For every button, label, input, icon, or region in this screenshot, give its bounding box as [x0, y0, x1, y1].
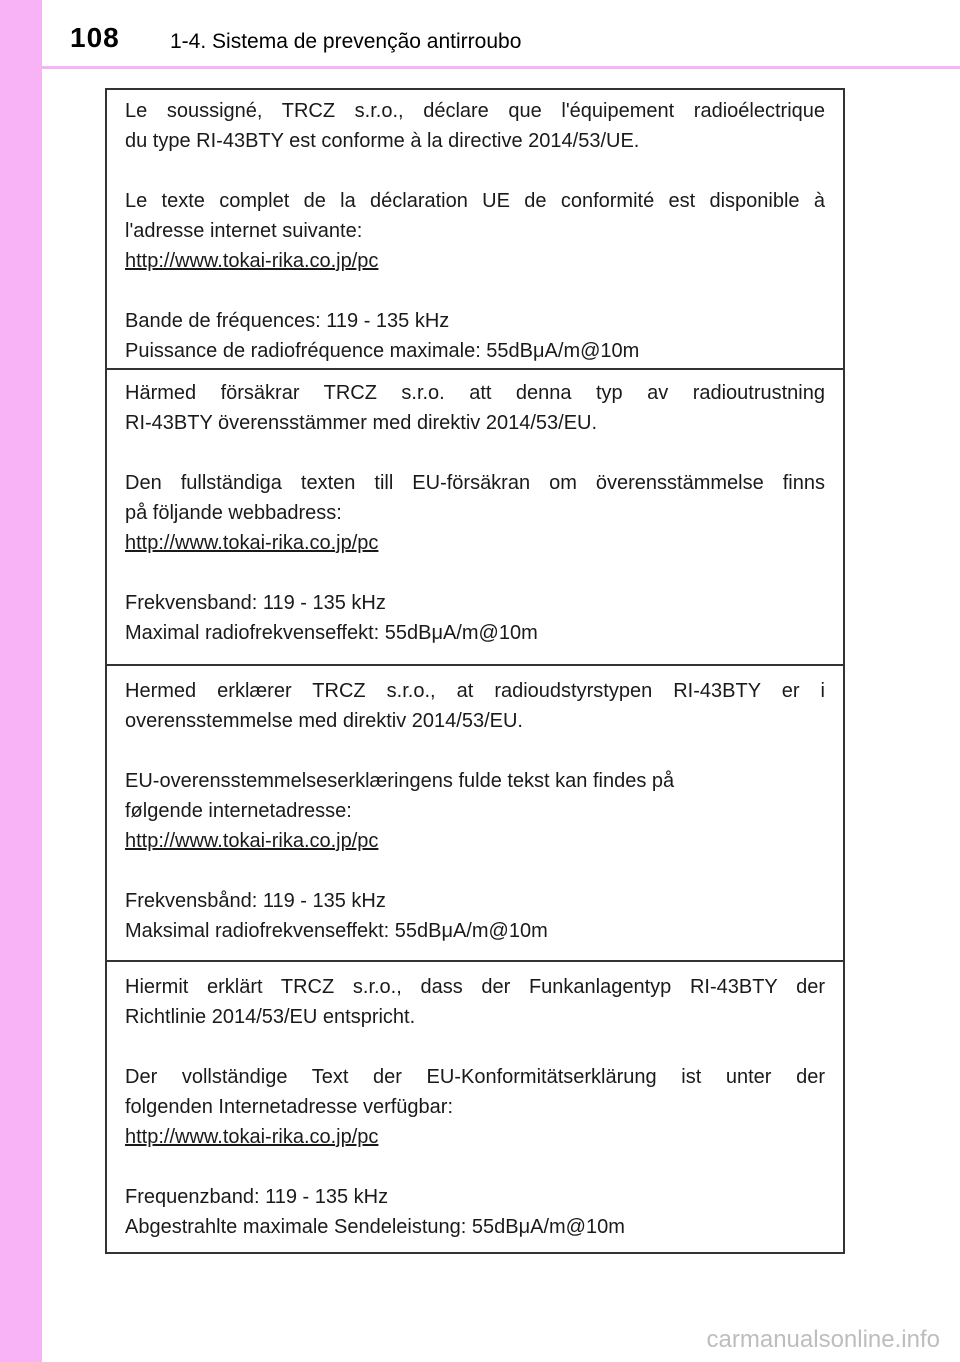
declaration-url-link[interactable]: http://www.tokai-rika.co.jp/pc [125, 250, 379, 272]
watermark-text: carmanualsonline.info [706, 1326, 940, 1353]
header-divider [42, 66, 960, 69]
availability-line: EU-overensstemmelseserklæringens fulde tekst kan findes på [125, 770, 675, 792]
declaration-swedish [107, 368, 843, 664]
availability-line: følgende internetadresse: [125, 800, 352, 822]
availability-line: Den fullständiga texten till EU-försäkran om överensstämmelse finns [125, 472, 825, 494]
declaration-url-link[interactable]: http://www.tokai-rika.co.jp/pc [125, 830, 379, 852]
availability-line: Le texte complet de la déclaration UE de conformité est disponible à [125, 190, 825, 212]
availability-line: på följande webbadress: [125, 502, 342, 524]
max-power: Puissance de radiofréquence maximale: 55dBμA/m@10m [125, 340, 640, 362]
declaration-url-link[interactable]: http://www.tokai-rika.co.jp/pc [125, 532, 379, 554]
statement-line: Härmed försäkrar TRCZ s.r.o. att denna typ av radioutrustning [125, 382, 825, 404]
statement-line: Hermed erklærer TRCZ s.r.o., at radioudstyrstypen RI-43BTY er i [125, 680, 825, 702]
frequency-band: Frekvensbånd: 119 - 135 kHz [125, 890, 386, 912]
statement-line: Le soussigné, TRCZ s.r.o., déclare que l'équipement radioélectrique [125, 100, 825, 122]
statement-line: overensstemmelse med direktiv 2014/53/EU. [125, 710, 523, 732]
declaration-url-link[interactable]: http://www.tokai-rika.co.jp/pc [125, 1126, 379, 1148]
page-number: 108 [70, 22, 120, 53]
max-power: Abgestrahlte maximale Sendeleistung: 55dBμA/m@10m [125, 1216, 625, 1238]
declaration-german [107, 960, 843, 1252]
availability-line: l'adresse internet suivante: [125, 220, 363, 242]
statement-line: RI-43BTY överensstämmer med direktiv 2014/53/EU. [125, 412, 598, 434]
max-power: Maksimal radiofrekvenseffekt: 55dBμA/m@10m [125, 920, 548, 942]
page-header [0, 0, 960, 64]
section-title: 1-4. Sistema de prevenção antirroubo [170, 30, 522, 53]
frequency-band: Frequenzband: 119 - 135 kHz [125, 1186, 389, 1208]
frequency-band: Bande de fréquences: 119 - 135 kHz [125, 310, 450, 332]
availability-line: folgenden Internetadresse verfügbar: [125, 1096, 453, 1118]
declaration-danish [107, 664, 843, 960]
statement-line: Hiermit erklärt TRCZ s.r.o., dass der Funkanlagentyp RI-43BTY der [125, 976, 825, 998]
statement-line: du type RI-43BTY est conforme à la directive 2014/53/UE. [125, 130, 640, 152]
availability-line: Der vollständige Text der EU-Konformitätserklärung ist unter der [125, 1066, 825, 1088]
max-power: Maximal radiofrekvenseffekt: 55dBμA/m@10m [125, 622, 538, 644]
statement-line: Richtlinie 2014/53/EU entspricht. [125, 1006, 416, 1028]
frequency-band: Frekvensband: 119 - 135 kHz [125, 592, 386, 614]
side-color-strip [0, 0, 42, 1362]
declaration-french [107, 96, 843, 368]
declaration-box [105, 88, 845, 1254]
